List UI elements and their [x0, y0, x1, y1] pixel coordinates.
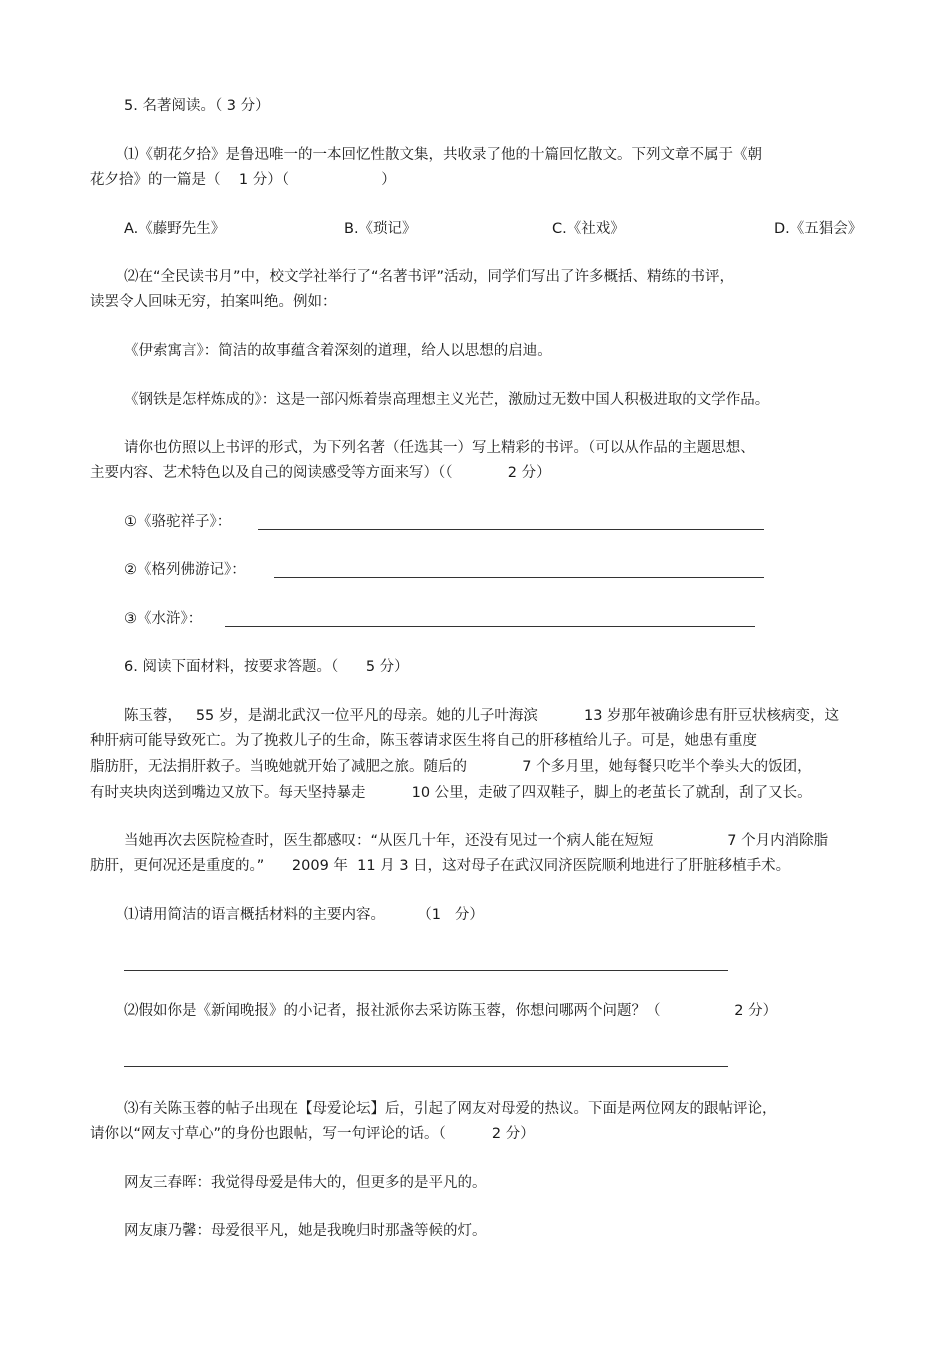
option-b: B.《琐记》	[344, 221, 417, 237]
material-para1-line4: 有时夹块肉送到嘴边又放下。每天坚持暴走 10 公里，走破了四双鞋子，脚上的老茧长了就刮，刮了又长。	[90, 785, 812, 801]
example-review-1: 《伊索寓言》：简洁的故事蕴含着深刻的道理，给人以思想的启迪。	[124, 343, 552, 359]
option-a: A.《藤野先生》	[124, 221, 226, 237]
q6-sub3-line2: 请你以“网友寸草心”的身份也跟帖，写一句评论的话。（ 2 分）	[90, 1126, 535, 1142]
q5-instruction-line1: 请你也仿照以上书评的形式，为下列名著（任选其一）写上精彩的书评。（可以从作品的主题思想、	[124, 440, 755, 456]
q6-sub3-line1: ⑶有关陈玉蓉的帖子出现在【母爱论坛】后，引起了网友对母爱的热议。下面是两位网友的跟帖评论，	[124, 1101, 777, 1117]
answer-line-1	[258, 529, 764, 530]
book-option-3: ③《水浒》：	[124, 611, 203, 627]
q6-sub1: ⑴请用简洁的语言概括材料的主要内容。 （1 分）	[124, 907, 484, 923]
example-review-2: 《钢铁是怎样炼成的》：这是一部闪烁着崇高理想主义光芒，激励过无数中国人积极进取的文学作品。	[124, 392, 770, 408]
option-d: D.《五猖会》	[774, 221, 863, 237]
answer-line-sub1	[124, 970, 728, 971]
comment-1: 网友三春晖：我觉得母爱是伟大的，但更多的是平凡的。	[124, 1175, 487, 1191]
q5-part1-line1: ⑴《朝花夕拾》是鲁迅唯一的一本回忆性散文集，共收录了他的十篇回忆散文。下列文章不属于《朝	[124, 147, 762, 163]
question-5-title: 5. 名著阅读。（ 3 分）	[124, 98, 270, 114]
answer-line-3	[225, 626, 755, 627]
book-option-2: ②《格列佛游记》：	[124, 562, 246, 578]
answer-line-sub2	[124, 1066, 728, 1067]
material-para1-line2: 种肝病可能导致死亡。为了挽救儿子的生命，陈玉蓉请求医生将自己的肝移植给儿子。可是，她患有重度	[90, 733, 757, 749]
comment-2: 网友康乃馨：母爱很平凡，她是我晚归时那盏等候的灯。	[124, 1223, 487, 1239]
material-para1-line1: 陈玉蓉， 55 岁，是湖北武汉一位平凡的母亲。她的儿子叶海滨 13 岁那年被确诊患有肝豆状核病变，这	[124, 708, 840, 724]
option-c: C.《社戏》	[552, 221, 625, 237]
q5-part1-line2: 花夕拾》的一篇是（ 1 分）（ ）	[90, 172, 396, 188]
q6-sub2: ⑵假如你是《新闻晚报》的小记者，报社派你去采访陈玉蓉，你想问哪两个问题？（ 2 分）	[124, 1003, 778, 1019]
q5-part2-line1: ⑵在“全民读书月”中，校文学社举行了“名著书评”活动，同学们写出了许多概括、精练的书评，	[124, 269, 735, 285]
material-para2-line2: 肪肝，更何况还是重度的。” 2009 年 11 月 3 日，这对母子在武汉同济医院顺利地进行了肝脏移植手术。	[90, 858, 791, 874]
material-para2-line1: 当她再次去医院检查时，医生都感叹：“从医几十年，还没有见过一个病人能在短短 7 个月内消除脂	[124, 833, 829, 849]
book-option-1: ①《骆驼祥子》：	[124, 514, 232, 530]
material-para1-line3: 脂肪肝，无法捐肝救子。当晚她就开始了减肥之旅。随后的 7 个多月里，她每餐只吃半个拳头大的饭团，	[90, 759, 812, 775]
question-6-title: 6. 阅读下面材料，按要求答题。（ 5 分）	[124, 659, 409, 675]
answer-line-2	[274, 577, 764, 578]
q5-part2-line2: 读罢令人回味无穷，拍案叫绝。例如：	[90, 294, 337, 310]
q5-instruction-line2: 主要内容、艺术特色以及自己的阅读感受等方面来写）（（ 2 分）	[90, 465, 551, 481]
